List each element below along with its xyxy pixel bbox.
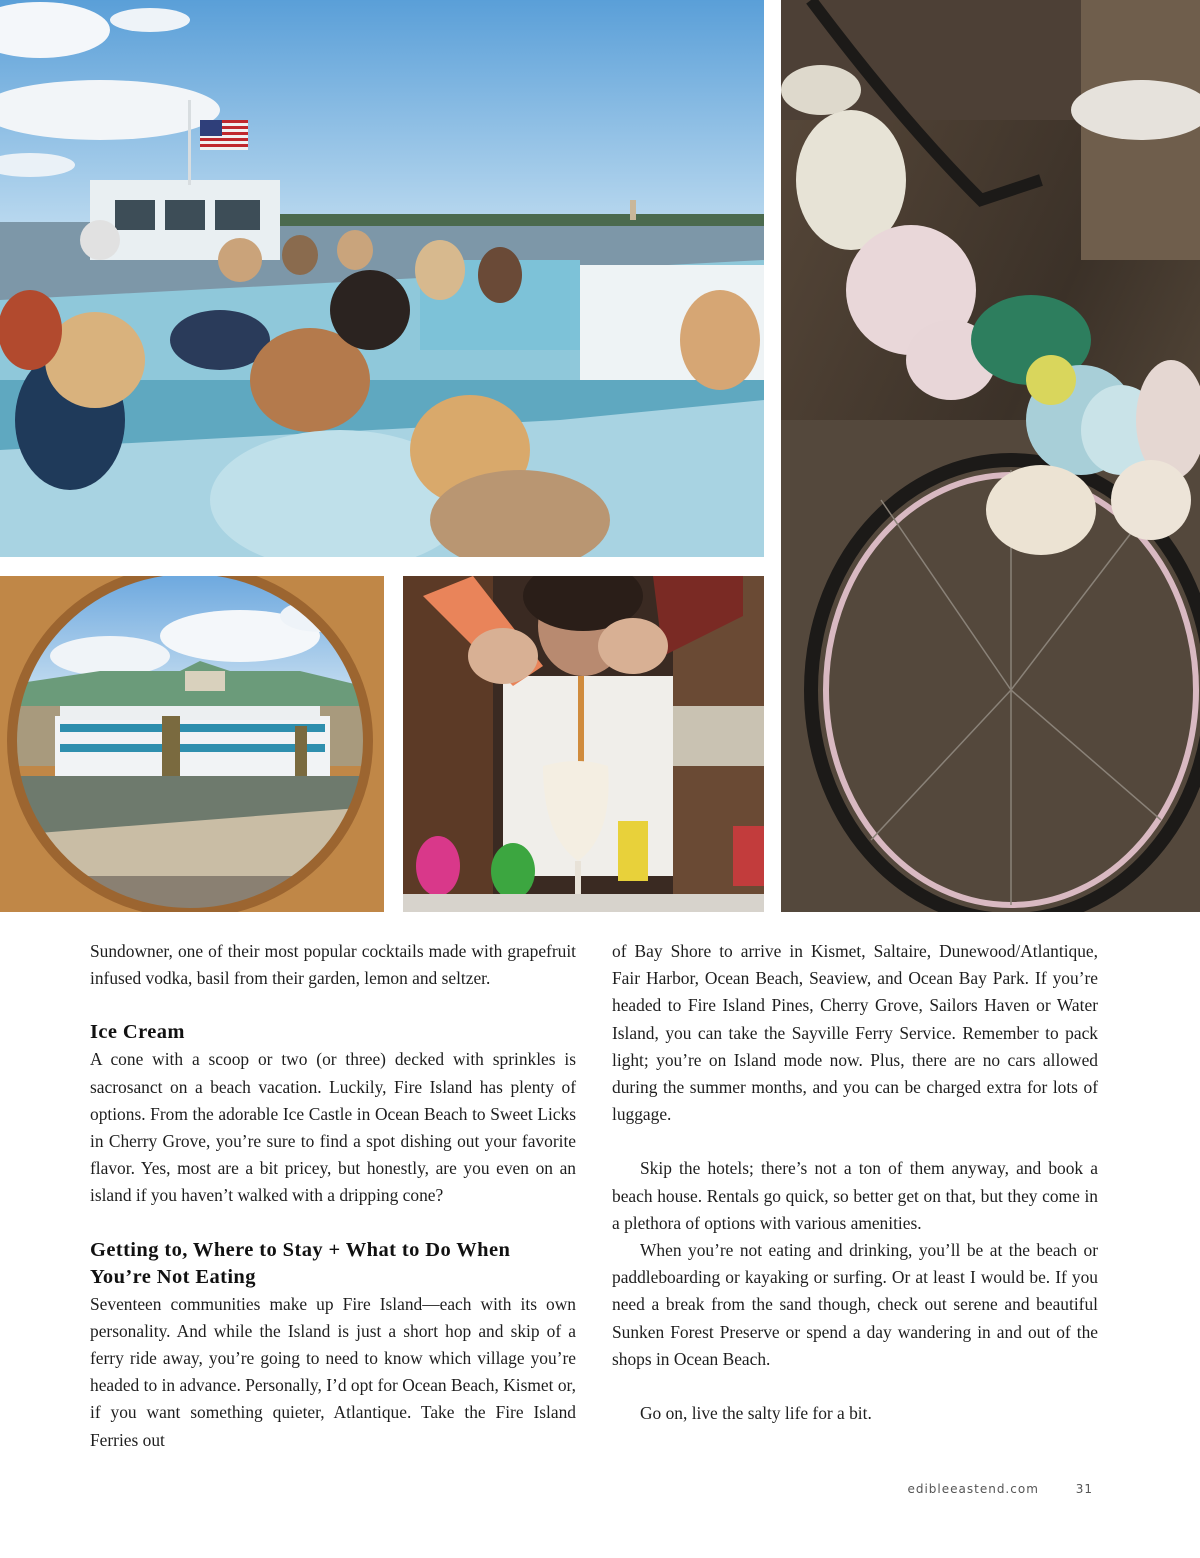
page-number: 31 <box>1075 1482 1093 1496</box>
closing-line: Go on, live the salty life for a bit. <box>640 1403 872 1424</box>
website-link[interactable]: edibleeastend.com <box>907 1482 1039 1496</box>
ice-cream-paragraph: A cone with a scoop or two (or three) decked with sprinkles is sacrosanct on a beach vacation. Luckily, Fire Island has plenty of options. From the adorable Ice Castle in Ocean Beach to Sweet Licks in Cherry Grove, you’re sure to find a spot dishing out your favorite flavor. Yes, most are a bit pricey, but honestly, are you even on an island if you haven’t walked with a dripping cone? <box>90 1049 576 1206</box>
bicycle-flowers-photo <box>781 0 1200 912</box>
article-column-right <box>612 938 1098 1427</box>
hotels-paragraph: Skip the hotels; there’s not a ton of them anyway, and book a beach house. Rentals go quick, so better get on that, but they come in a plethora of options with various amenities. <box>612 1158 1098 1233</box>
ferry-deck-photo <box>0 0 764 557</box>
ice-cream-heading: Ice Cream <box>90 1021 185 1044</box>
getting-to-heading: Getting to, Where to Stay + What to Do When You’re Not Eating <box>90 1238 511 1288</box>
beach-paragraph: When you’re not eating and drinking, you’ll be at the beach or paddleboarding or kayaking or surfing. Or at least I would be. If you need a break from the sand though, check out serene and beautiful Sunken Forest Preserve or spend a day wandering in and out of the shops in Ocean Beach. <box>612 1240 1098 1369</box>
porthole-ferry-photo <box>0 576 384 912</box>
ferry-continuation-paragraph: of Bay Shore to arrive in Kismet, Saltaire, Dunewood/Atlantique, Fair Harbor, Ocean Beach, Seaview, and Ocean Bay Park. If you’re headed to Fire Island Pines, Cherry Grove, Sailors Haven or Water Island, you can take the Sayville Ferry Service. Remember to pack light; you’re on Island mode now. Plus, there are no cars allowed during the summer months, and you can be charged extra for lots of luggage. <box>612 941 1098 1125</box>
article-column-left <box>90 938 576 1454</box>
page-footer <box>907 1482 1093 1496</box>
intro-continuation-paragraph: Sundowner, one of their most popular cocktails made with grapefruit infused vodka, basil from their garden, lemon and seltzer. <box>90 941 576 989</box>
cocktail-pour-photo <box>403 576 764 912</box>
getting-to-paragraph: Seventeen communities make up Fire Island—each with its own personality. And while the Island is just a short hop and skip of a ferry ride away, you’re going to need to know which village you’re headed to in advance. Personally, I’d opt for Ocean Beach, Kismet or, if you want something quieter, Atlantique. Take the Fire Island Ferries out <box>90 1293 576 1450</box>
